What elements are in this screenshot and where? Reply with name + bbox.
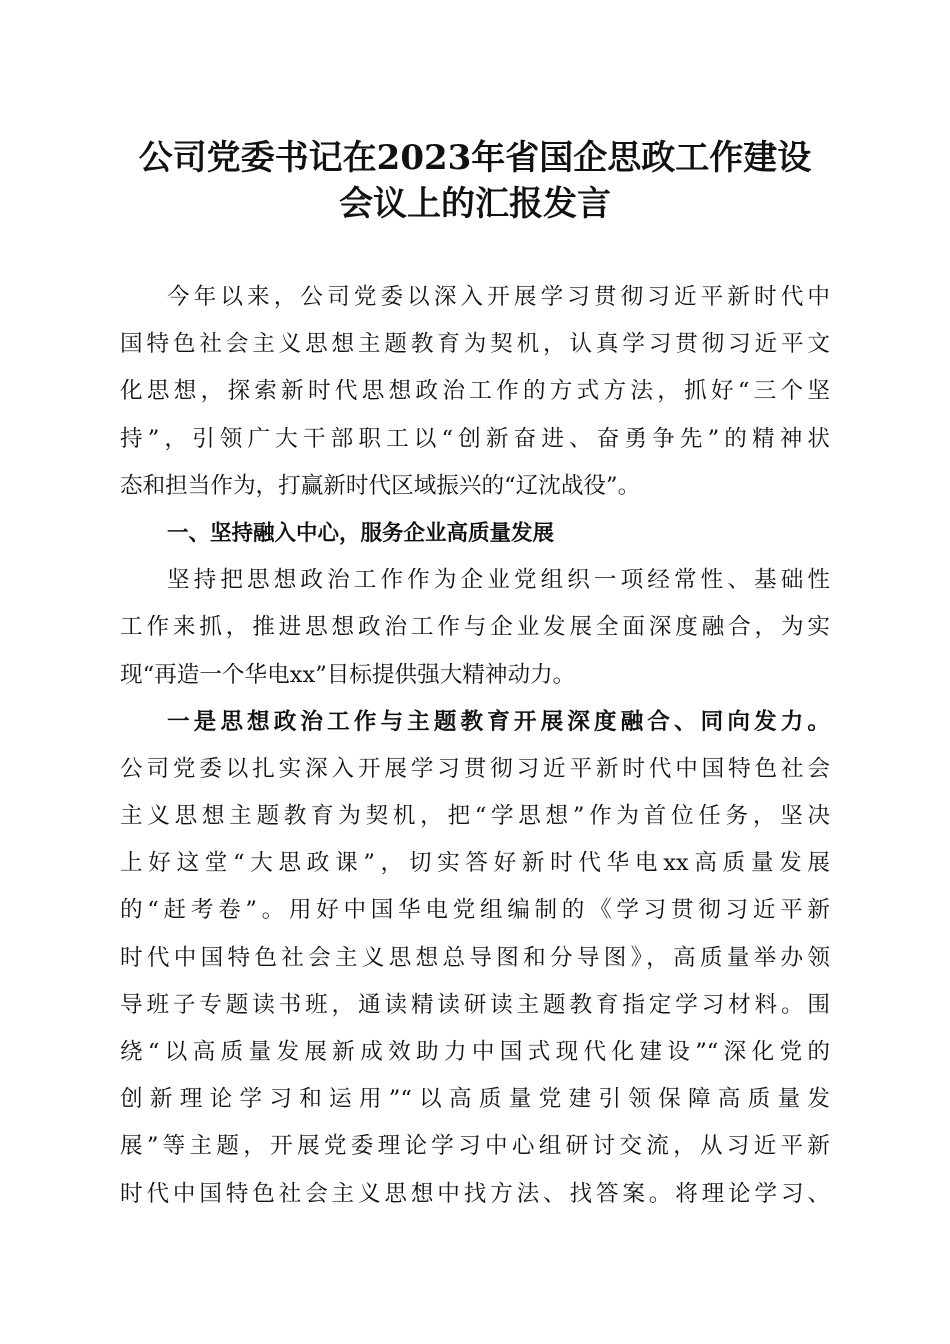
text-line: 绕“以高质量发展新成效助力中国式现代化建设”“深化党的 (120, 1039, 830, 1065)
text-line-lead: 一是思想政治工作与主题教育开展深度融合、同向发力。 (167, 708, 830, 735)
document-body (120, 274, 830, 1218)
text-line: 化思想，探索新时代思想政治工作的方式方法，抓好“三个坚 (120, 378, 830, 405)
text-line: 态和担当作为，打赢新时代区域振兴的“辽沈战役”。 (120, 472, 641, 499)
text-line: 展”等主题，开展党委理论学习中心组研讨交流，从习近平新 (120, 1133, 830, 1160)
text-line: 国特色社会主义思想主题教育为契机，认真学习贯彻习近平文 (120, 331, 830, 358)
text-line: 持”，引领广大干部职工以“创新奋进、奋勇争先”的精神状 (120, 425, 830, 452)
document-title (95, 135, 855, 227)
text-line: 时代中国特色社会主义思想中找方法、找答案。将理论学习、 (120, 1180, 830, 1207)
text-line: 现“再造一个华电xx”目标提供强大精神动力。 (120, 661, 576, 688)
title-line-2: 会议上的汇报发言 (339, 184, 611, 224)
text-line: 今年以来，公司党委以深入开展学习贯彻习近平新时代中 (167, 284, 830, 310)
title-line-1: 公司党委书记在2023年省国企思政工作建设 (138, 138, 812, 178)
text-line: 创新理论学习和运用”“以高质量党建引领保障高质量发 (120, 1086, 830, 1113)
text-line: 坚持把思想政治工作作为企业党组织一项经常性、基础性 (167, 567, 830, 594)
text-line: 公司党委以扎实深入开展学习贯彻习近平新时代中国特色社会 (120, 755, 830, 782)
paragraph-section-intro (120, 557, 830, 699)
text-line: 的“赶考卷”。用好中国华电党组编制的《学习贯彻习近平新 (120, 897, 830, 924)
text-line: 导班子专题读书班，通读精读研读主题教育指定学习材料。围 (120, 991, 830, 1018)
paragraph-intro (120, 274, 830, 510)
text-line: 上好这堂“大思政课”，切实答好新时代华电xx高质量发展 (120, 850, 830, 877)
text-line: 工作来抓，推进思想政治工作与企业发展全面深度融合，为实 (120, 614, 830, 641)
paragraph-point-one (120, 699, 830, 1218)
section-heading: 一、坚持融入中心，服务企业高质量发展 (167, 520, 555, 546)
text-line: 时代中国特色社会主义思想总导图和分导图》，高质量举办领 (120, 944, 830, 971)
text-line: 主义思想主题教育为契机，把“学思想”作为首位任务，坚决 (120, 803, 830, 830)
